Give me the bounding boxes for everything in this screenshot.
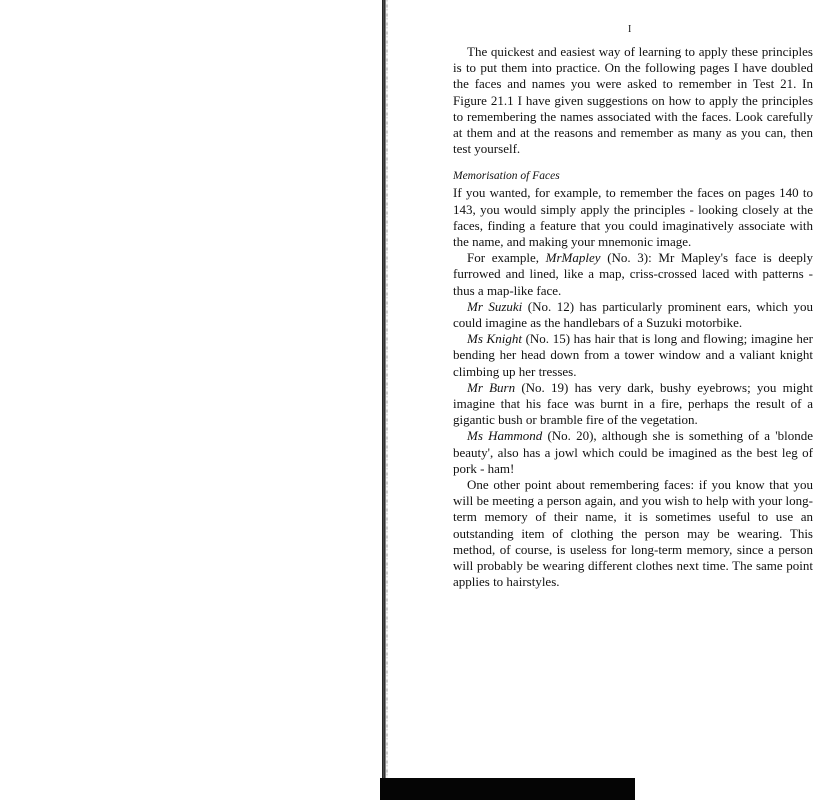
paragraph-text: (No. 20), although she is something of a 'blonde beauty', also has a jowl which could be imagined as the best leg of pork - ham! xyxy=(453,428,813,476)
running-header: I xyxy=(628,24,632,35)
binding-shadow xyxy=(386,0,388,780)
paragraph-text: (No. 19) has very dark, bushy eyebrows; you might imagine that his face was burnt in a fire, perhaps the result of a gigantic bush or bramble fire of the vegetation. xyxy=(453,379,813,428)
body-paragraph xyxy=(453,331,813,380)
person-name: Ms Hammond xyxy=(467,428,543,444)
body-paragraph xyxy=(453,299,813,331)
body-paragraph xyxy=(453,380,813,429)
body-paragraphs xyxy=(453,185,813,590)
body-paragraph xyxy=(453,428,813,477)
intro-paragraph: The quickest and easiest way of learning to apply these principles is to put them into practice. On the following pages I have doubled the faces and names you were asked to remember in Test 21. In Figure 21.1 I have given suggestions on how to apply the principles to remembering the names associated with the faces. Look carefully at them and at the reasons and remember as many as you can, then test yourself. xyxy=(453,44,813,157)
paragraph-text: (No. 12) has particularly prominent ears, which you could imagine as the handlebars of a Suzuki motorbike. xyxy=(453,298,813,331)
section-heading: Memorisation of Faces xyxy=(453,170,560,183)
person-name: Ms Knight xyxy=(467,331,522,347)
paragraph-text: One other point about remembering faces: if you know that you will be meeting a person again, and you wish to help with your long-term memory of their name, it is sometimes useful to use an outstanding item of clothing the person may be wearing. This method, of course, is useless for long-term memory, since a person will probably be wearing different clothes next time. The same point applies to hairstyles. xyxy=(453,477,813,590)
body-paragraph xyxy=(453,185,813,250)
page-text-column xyxy=(453,44,813,774)
paragraph-lead: For example, xyxy=(467,250,546,266)
page-margin xyxy=(0,0,382,800)
paragraph-text: (No. 15) has hair that is long and flowing; imagine her bending her head down from a tower window and a valiant knight climbing up her tresses. xyxy=(453,331,813,379)
paragraph-text: If you wanted, for example, to remember the faces on pages 140 to 143, you would simply apply the principles - looking closely at the faces, finding a feature that you could imaginatively associate with the name, and making your mnemonic image. xyxy=(453,185,813,250)
body-paragraph xyxy=(453,477,813,590)
paragraph-text: (No. 3): Mr Mapley's face is deeply furrowed and lined, like a map, criss-crossed laced with patterns - thus a map-like face. xyxy=(453,250,813,298)
person-name: Mr Burn xyxy=(467,379,516,395)
person-name: MrMapley xyxy=(545,250,601,266)
body-paragraph xyxy=(453,250,813,299)
scan-bottom-edge xyxy=(380,778,635,800)
person-name: Mr Suzuki xyxy=(467,298,523,314)
